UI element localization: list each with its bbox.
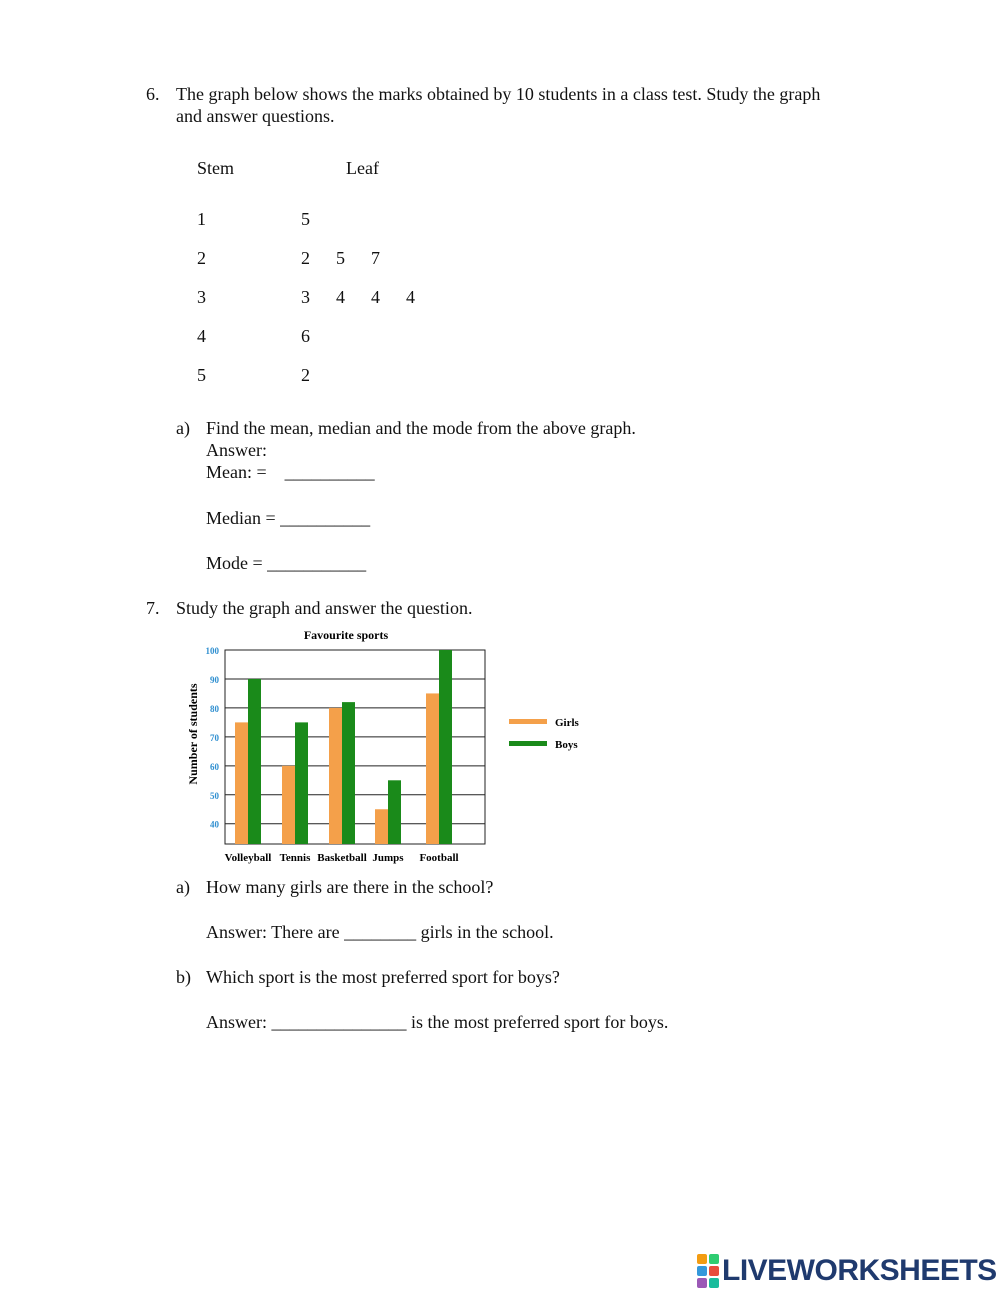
y-tick-label: 50 (210, 790, 219, 801)
y-tick-label: 40 (210, 819, 219, 830)
girls-answer-field[interactable]: Answer: There are ________ girls in the school. (206, 922, 554, 942)
y-tick-label: 100 (205, 646, 219, 656)
leaf-value: 7 (371, 248, 380, 268)
bar-girls-tennis (282, 766, 295, 844)
y-tick-label: 60 (210, 761, 219, 772)
x-tick-label: Basketball (317, 852, 367, 864)
stem-value: 2 (197, 248, 206, 268)
logo-block (697, 1266, 707, 1276)
bar-boys-volleyball (248, 679, 261, 844)
answer-label: Answer: (206, 440, 267, 460)
y-tick-label: 70 (210, 732, 219, 743)
chart-y-axis-label: Number of students (186, 683, 200, 785)
question-7b-label: b) (176, 967, 191, 987)
legend-label-boys: Boys (555, 739, 578, 751)
bar-girls-basketball (329, 708, 342, 844)
stem-header: Stem (197, 158, 235, 178)
bar-boys-football (439, 650, 452, 844)
bar-girls-jumps (375, 809, 388, 844)
legend-label-girls: Girls (555, 717, 579, 729)
y-tick-label: 80 (210, 703, 219, 714)
chart-title: Favourite sports (303, 628, 389, 642)
x-tick-label: Tennis (279, 852, 311, 864)
question-6-text-line2: and answer questions. (176, 106, 335, 126)
chart-y-ticks (206, 646, 220, 830)
leaf-value: 2 (301, 365, 310, 385)
y-tick-label: 90 (210, 674, 219, 685)
favourite-sports-chart (180, 626, 600, 868)
question-6a-label: a) (176, 418, 190, 438)
leaf-value: 4 (406, 287, 415, 307)
question-7-text: Study the graph and answer the question. (176, 598, 473, 618)
logo-block (697, 1254, 707, 1264)
legend-swatch-boys (509, 741, 547, 746)
mode-answer-field[interactable]: Mode = ___________ (206, 553, 367, 573)
median-answer-field[interactable]: Median = __________ (206, 508, 371, 528)
chart-x-labels (225, 852, 459, 864)
x-tick-label: Football (419, 852, 459, 864)
leaf-value: 6 (301, 326, 310, 346)
question-7a-label: a) (176, 877, 190, 897)
question-6-number: 6. (146, 84, 160, 104)
bar-boys-tennis (295, 722, 308, 844)
leaf-value: 4 (336, 287, 345, 307)
question-7-number: 7. (146, 598, 160, 618)
logo-block (697, 1278, 707, 1288)
question-6a-text: Find the mean, median and the mode from the above graph. (206, 418, 636, 438)
bar-boys-jumps (388, 780, 401, 844)
logo-blocks-icon (697, 1254, 719, 1288)
mean-answer-field[interactable]: Mean: = __________ (206, 462, 375, 482)
stem-value: 5 (197, 365, 206, 385)
logo-block (709, 1266, 719, 1276)
logo-block (709, 1278, 719, 1288)
bar-girls-football (426, 693, 439, 844)
leaf-value: 4 (371, 287, 380, 307)
bar-girls-volleyball (235, 722, 248, 844)
question-6-text-line1: The graph below shows the marks obtained by 10 students in a class test. Study the graph (176, 84, 821, 104)
logo-block (709, 1254, 719, 1264)
question-7b-text: Which sport is the most preferred sport for boys? (206, 967, 560, 987)
leaf-value: 5 (301, 209, 310, 229)
stem-value: 4 (197, 326, 206, 346)
x-tick-label: Volleyball (224, 852, 272, 864)
sport-answer-field[interactable]: Answer: _______________ is the most preferred sport for boys. (206, 1012, 669, 1032)
logo-text: LIVEWORKSHEETS (722, 1254, 997, 1287)
leaf-value: 2 (301, 248, 310, 268)
question-7a-text: How many girls are there in the school? (206, 877, 494, 897)
leaf-header: Leaf (346, 158, 379, 178)
chart-legend (509, 717, 580, 751)
leaf-value: 5 (336, 248, 345, 268)
stem-value: 1 (197, 209, 206, 229)
bar-boys-basketball (342, 702, 355, 844)
liveworksheets-logo[interactable] (697, 1254, 997, 1288)
leaf-value: 3 (301, 287, 310, 307)
stem-value: 3 (197, 287, 206, 307)
legend-swatch-girls (509, 719, 547, 724)
x-tick-label: Jumps (372, 852, 404, 864)
